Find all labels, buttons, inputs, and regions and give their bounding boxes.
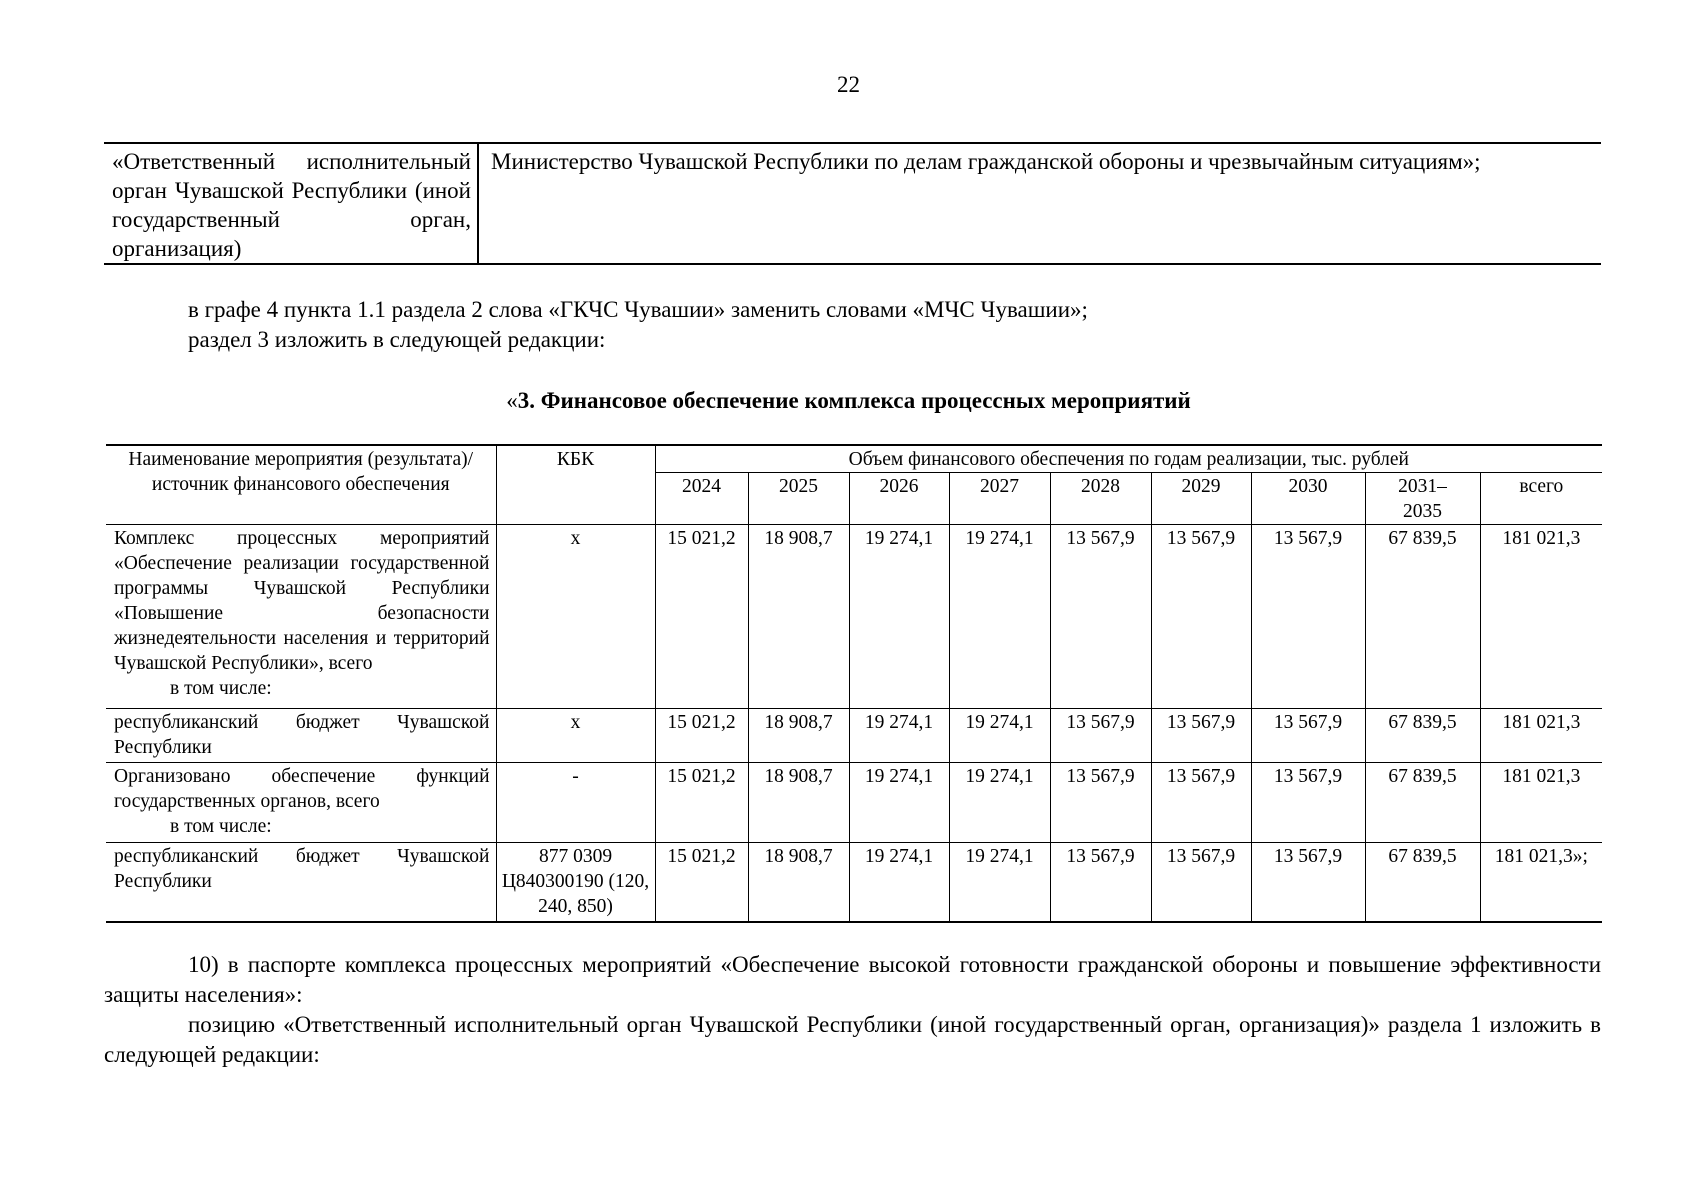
row-name-cell [106,709,496,763]
column-header-year: 2031–2035 [1365,473,1480,525]
value-cell: 67 839,5 [1365,843,1480,923]
financial-table [106,444,1602,923]
value-cell: 19 274,1 [949,525,1050,709]
value-cell: 13 567,9 [1251,843,1365,923]
value-cell: 19 274,1 [949,709,1050,763]
value-cell: 13 567,9 [1050,843,1151,923]
row-name: республиканский бюджет Чувашской Республики [114,712,490,758]
value-cell: 15 021,2 [655,843,748,923]
value-cell: 13 567,9 [1251,525,1365,709]
value-cell: 67 839,5 [1365,525,1480,709]
instruction-paragraph: позицию «Ответственный исполнительный орган Чувашской Республики (иной государственный орган, организация)» раздела 1 изложить в следующей редакции: [104,1012,1601,1067]
section-title-quote: « [506,388,518,413]
total-cell: 181 021,3 [1480,709,1602,763]
column-header-year: 2027 [949,473,1050,525]
column-header-year: 2024 [655,473,748,525]
row-kbk: 877 0309 Ц840300190 (120, 240, 850) [496,843,655,923]
column-header-total: всего [1480,473,1602,525]
instruction-paragraph: раздел 3 изложить в следующей редакции: [188,327,606,352]
value-cell: 13 567,9 [1151,525,1251,709]
position-value-cell: Министерство Чувашской Республики по делам гражданской обороны и чрезвычайным ситуациям»; [491,149,1481,174]
value-cell: 15 021,2 [655,525,748,709]
column-header-name: Наименование мероприятия (результата)/источник финансового обеспечения [106,445,496,525]
total-cell: 181 021,3 [1480,763,1602,843]
value-cell: 13 567,9 [1251,763,1365,843]
value-cell: 15 021,2 [655,709,748,763]
table-row [106,709,1602,763]
row-kbk: x [496,709,655,763]
value-cell: 13 567,9 [1050,763,1151,843]
row-name: Организовано обеспечение функций государственных органов, всего [114,766,490,812]
value-cell: 18 908,7 [748,843,849,923]
row-name-cell [106,525,496,709]
value-cell: 13 567,9 [1251,709,1365,763]
row-kbk: - [496,763,655,843]
table-row [106,525,1602,709]
row-name: республиканский бюджет Чувашской Республики [114,846,490,892]
value-cell: 18 908,7 [748,763,849,843]
value-cell: 19 274,1 [849,843,949,923]
column-header-year: 2026 [849,473,949,525]
instruction-paragraph: 10) в паспорте комплекса процессных мероприятий «Обеспечение высокой готовности гражданской обороны и повышение эффективности защиты населения»: [104,952,1601,1007]
value-cell: 15 021,2 [655,763,748,843]
column-header-year: 2025 [748,473,849,525]
value-cell: 13 567,9 [1050,525,1151,709]
value-cell: 19 274,1 [849,525,949,709]
row-name: Комплекс процессных мероприятий «Обеспечение реализации государственной программы Чувашской Республики «Повышение безопасности жизнедеятельности населения и территорий Чувашской Республики», всего [114,528,490,674]
value-cell: 13 567,9 [1151,763,1251,843]
value-cell: 19 274,1 [849,709,949,763]
instruction-paragraph: в графе 4 пункта 1.1 раздела 2 слова «ГКЧС Чувашии» заменить словами «МЧС Чувашии»; [188,297,1088,322]
row-name-cell [106,763,496,843]
value-cell: 13 567,9 [1151,709,1251,763]
row-kbk: x [496,525,655,709]
responsible-executor-table [104,142,1601,265]
value-cell: 13 567,9 [1050,709,1151,763]
column-header-year: 2028 [1050,473,1151,525]
value-cell: 13 567,9 [1151,843,1251,923]
row-sub-label: в том числе: [170,816,272,837]
position-label-cell: «Ответственный исполнительный орган Чувашской Республики (иной государственный орган, организация) [104,143,478,264]
table-row [106,763,1602,843]
section-title-text: 3. Финансовое обеспечение комплекса процессных мероприятий [517,388,1191,413]
section-title [0,388,1697,414]
row-sub-label: в том числе: [170,678,272,699]
table-row [104,143,1601,264]
value-cell: 19 274,1 [949,843,1050,923]
column-header-year: 2030 [1251,473,1365,525]
total-cell: 181 021,3 [1480,525,1602,709]
column-header-volume: Объем финансового обеспечения по годам реализации, тыс. рублей [655,445,1602,473]
value-cell: 67 839,5 [1365,709,1480,763]
value-cell: 67 839,5 [1365,763,1480,843]
column-header-year: 2029 [1151,473,1251,525]
page-number: 22 [837,72,860,97]
value-cell: 19 274,1 [849,763,949,843]
table-header-row [106,445,1602,473]
value-cell: 18 908,7 [748,709,849,763]
table-row [106,843,1602,923]
value-cell: 18 908,7 [748,525,849,709]
value-cell: 19 274,1 [949,763,1050,843]
row-name-cell [106,843,496,923]
total-cell: 181 021,3»; [1480,843,1602,923]
column-header-kbk: КБК [496,445,655,525]
